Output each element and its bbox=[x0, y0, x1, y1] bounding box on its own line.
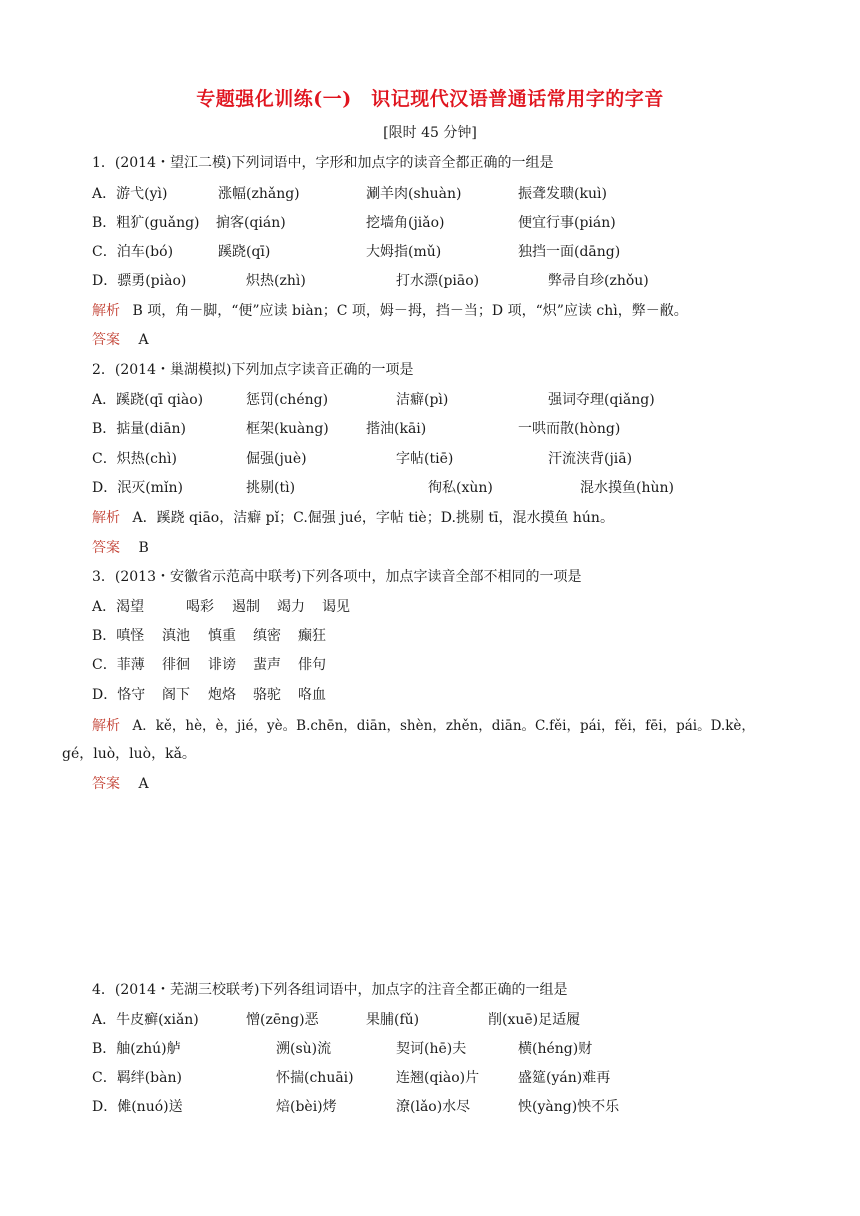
analysis-label: 解析 bbox=[92, 510, 120, 526]
q3-analysis: 解析 A．kě，hè，è，jié，yè。B.chēn，diān，shèn，zhěn，diān。C.fěi，pái，fěi，fēi，pái。D.kè， bbox=[92, 718, 755, 734]
page-title: 专题强化训练(一) 识记现代汉语普通话常用字的字音 bbox=[196, 88, 664, 110]
q1-answer: 答案 A bbox=[92, 332, 149, 348]
analysis-label: 解析 bbox=[92, 718, 120, 734]
q2-analysis: 解析 A．蹊跷 qiāo，洁癖 pǐ；C.倔强 jué，字帖 tiè；D.挑剔 tī，混水摸鱼 hún。 bbox=[92, 510, 614, 526]
answer-label: 答案 bbox=[92, 776, 120, 792]
answer-label: 答案 bbox=[92, 540, 120, 556]
q3-analysis-continued: gé，luò，luò，kǎ。 bbox=[62, 746, 196, 762]
q3-answer: 答案 A bbox=[92, 776, 149, 792]
q2-stem: 2．(2014・巢湖模拟)下列加点字读音正确的一项是 bbox=[92, 362, 414, 378]
q1-stem: 1．(2014・望江二模)下列词语中，字形和加点字的读音全都正确的一组是 bbox=[92, 155, 554, 171]
q3-stem: 3．(2013・安徽省示范高中联考)下列各项中，加点字读音全部不相同的一项是 bbox=[92, 569, 582, 585]
q1-analysis: 解析 B 项，角－脚，“便”应读 biàn；C 项，姆－拇，挡－当；D 项，“炽”应读 chì，弊－敝。 bbox=[92, 303, 688, 319]
time-limit: [限时 45 分钟] bbox=[383, 125, 477, 141]
analysis-label: 解析 bbox=[92, 303, 120, 319]
q4-stem: 4．(2014・芜湖三校联考)下列各组词语中，加点字的注音全都正确的一组是 bbox=[92, 982, 568, 998]
q2-answer: 答案 B bbox=[92, 540, 149, 556]
document-page: 专题强化训练(一) 识记现代汉语普通话常用字的字音 [限时 45 分钟] 1．(2014・望江二模)下列词语中，字形和加点字的读音全都正确的一组是 A．游弋(yì) 涨幅(zhǎng) 涮羊肉(shuàn) 振聋发聩(kuì) B．粗犷(guǎng) 掮客(qián) 挖墙角(jiǎo) 便宜行事(pián) C．泊车(bó) 蹊跷(qī) 大姆指(mǔ) 独挡一面(dāng) D．骠勇(piào) 炽热(zhì) 打水漂(piāo) 弊帚自珍(zhǒu) 解析 B 项，角－脚，“便”应读 biàn；C 项，姆－拇，挡－当；D 项，“炽”应读 chì，弊－敝。 答案 A 2．(2014・巢湖模拟)下列加点字读音正确的一项是 A．蹊跷(qī qiào) 惩罚(chéng) 洁癖(pì) 强词夺理(qiǎng) B．掂量(diān) 框架(kuàng) 揩油(kāi) 一哄而散(hòng) C．炽热(chì) 倔强(juè) 字帖(tiē) 汗流浃背(jiā) D．泯灭(mǐn) 挑剔(tì) 徇私(xùn) 混水摸鱼(hùn) 解析 A．蹊跷 qiāo，洁癖 pǐ；C.倔强 jué，字帖 tiè；D.挑剔 tī，混水摸鱼 hún。 答案 B 3．(2013・安徽省示范高中联考)下列各项中，加点字读音全部不相同的一项是 A．渴望 喝彩 遏制 竭力 谒见 B．嗔怪 滇池 慎重 缜密 癫狂 C．菲薄 徘徊 诽谤 蜚声 俳句 D．恪守 阁下 炮烙 骆驼 咯血 解析 A．kě，hè，è，jié，yè。B.chēn，diān，shèn，zhěn，diān。C.fěi，pái，fěi，fēi，pái。D.kè， gé，luò，luò，kǎ。 答案 A 4．(2014・芜湖三校联考)下列各组词语中，加点字的注音全都正确的一组是 A．牛皮癣(xiǎn) 憎(zēng)恶 果脯(fǔ) 削(xuē)足适履 B．舳(zhú)舻 溯(sù)流 契诃(hē)夫 横(héng)财 C．羁绊(bàn) 怀揣(chuāi) 连翘(qiào)片 盛筵(yán)难再 D．傩(nuó)送 焙(bèi)烤 潦(lǎo)水尽 怏(yàng)怏不乐 bbox=[0, 0, 860, 1216]
answer-label: 答案 bbox=[92, 332, 120, 348]
